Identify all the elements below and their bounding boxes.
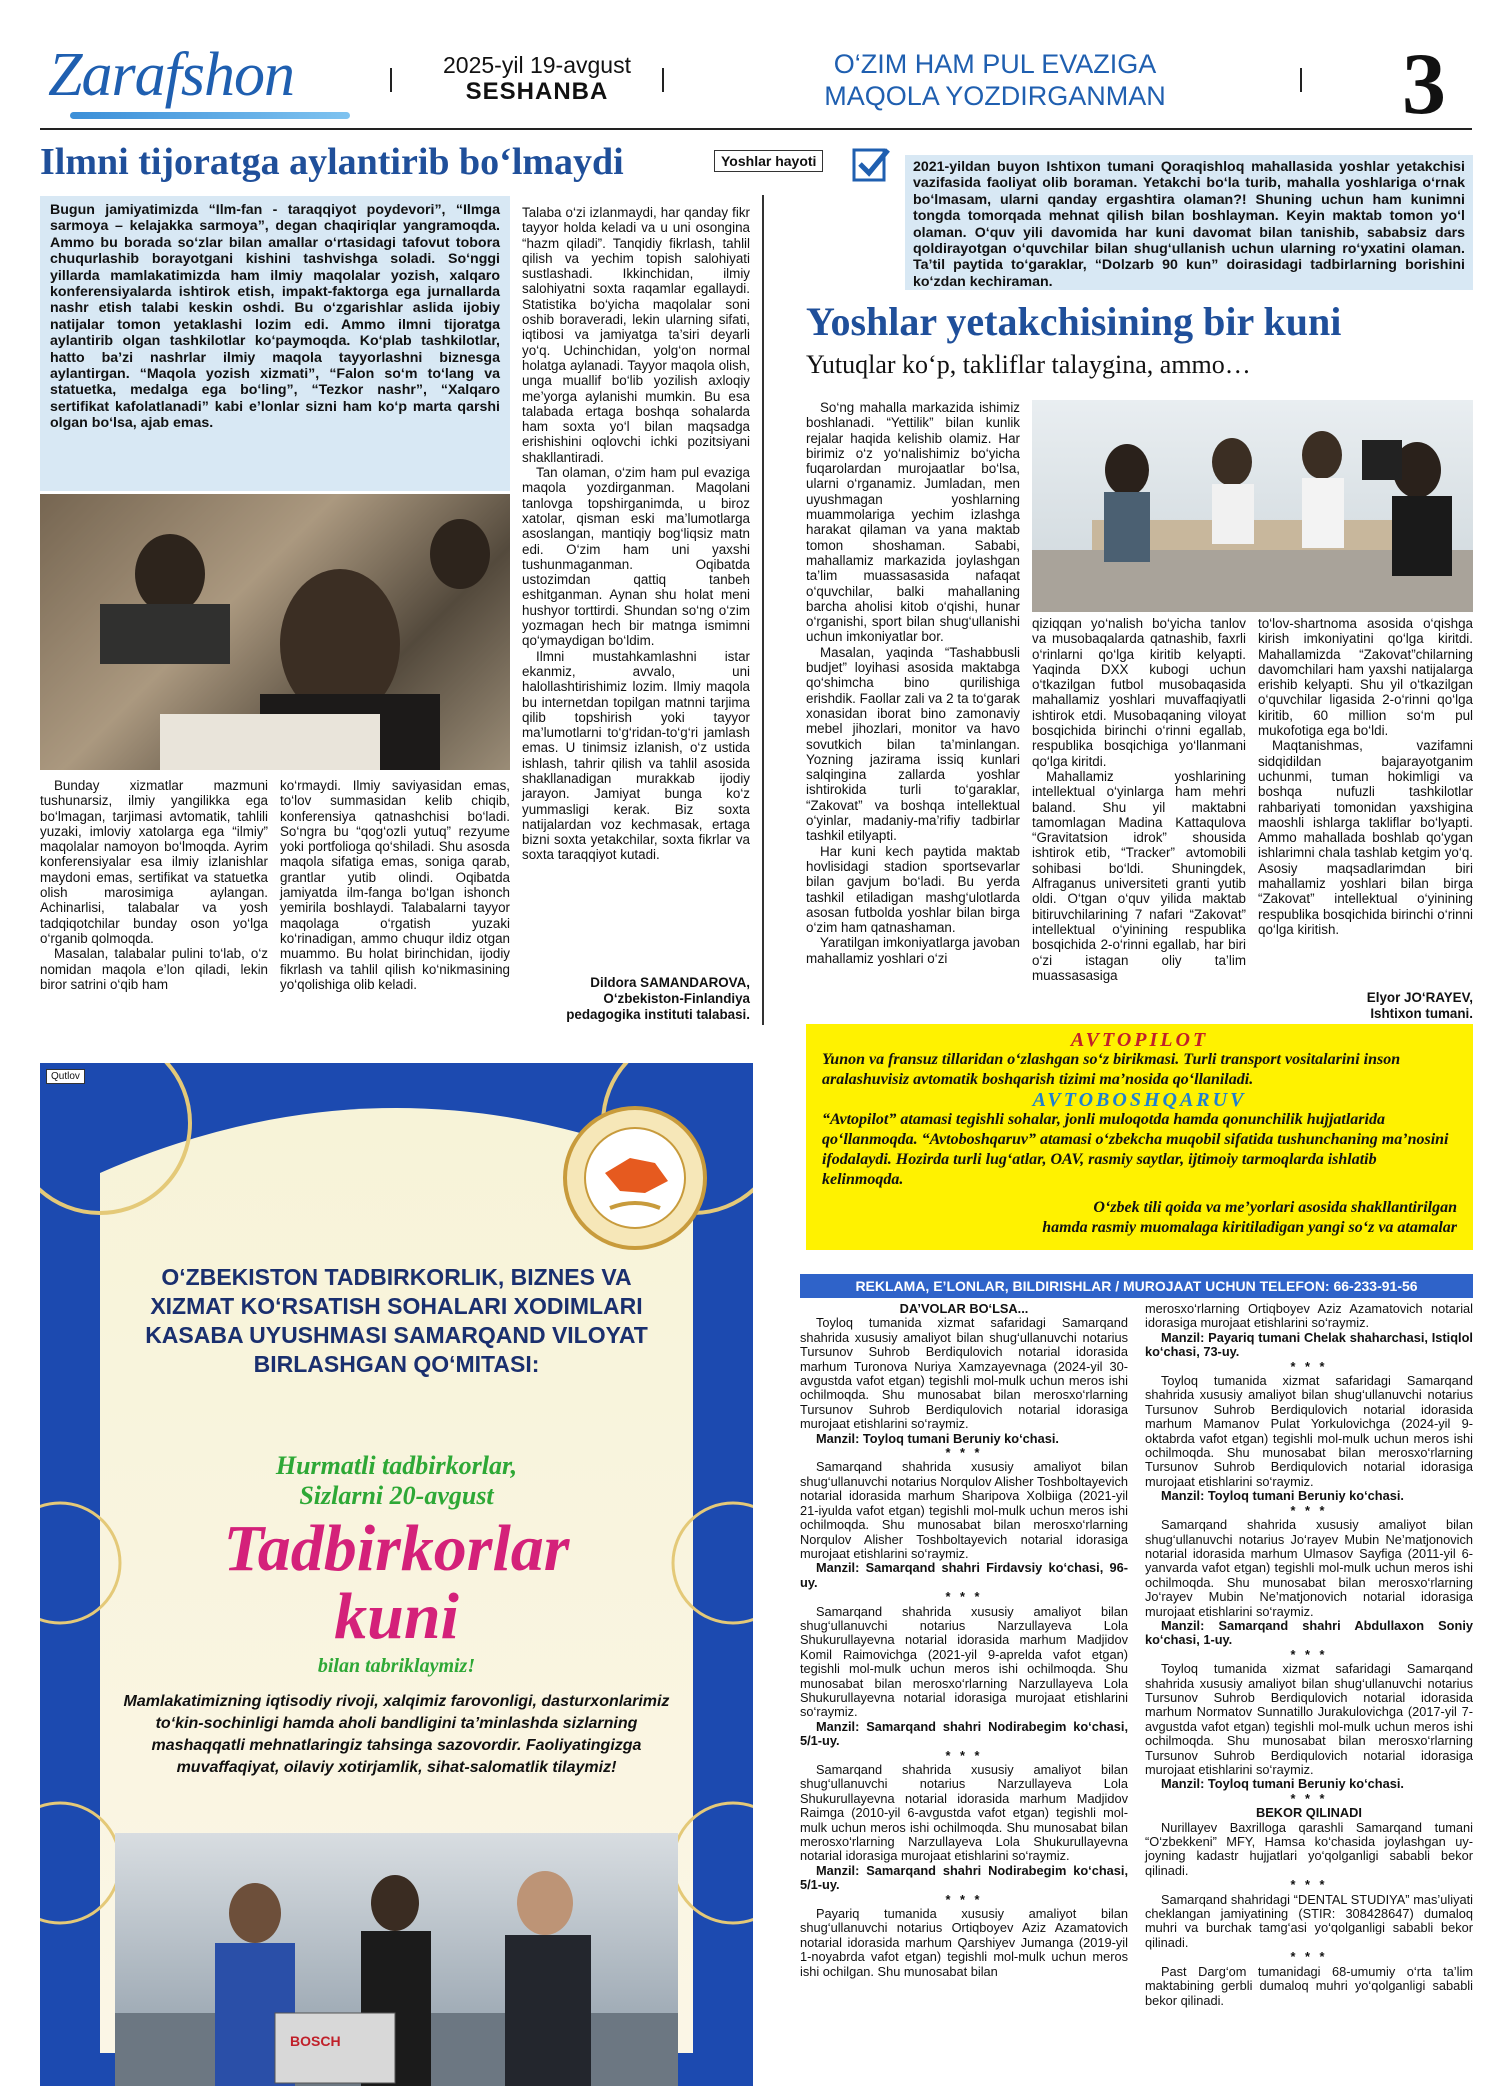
weekday: SESHANBA	[465, 78, 609, 105]
separator: * * *	[1290, 1790, 1328, 1806]
poster-wish: Mamlakatimizning iqtisodiy rivoji, xalqimiz farovonligi, dasturxonlarimiz to‘kin-sochinligi hamda aholi bandligini ta’minlashda sizlarning mashaqqatli mehnatlaringiz tahsinga sazovordir. Faoliyatingizga muvaffaqiyat, oilaviy xotirjamlik, sihat-salomatlik tilaymiz!	[123, 1693, 670, 1776]
author-place: Ishtixon tumani.	[1370, 1006, 1473, 1021]
ad-text: Samarqand shahrida xususiy amaliyot bilan shug‘ullanuvchi notarius Norqulov Alisher Toshboltayevich notarial idorasida marhum Sharipova Xolbiiga (2021-yil 21-iyulda vafot etgan) tegishli mol-mulk uchun meros ishi ochilmoqda. Shu munosabat bilan merosxo‘rlarning Norqulov Alisher Toshboltayevich notarial idorasiga murojaat etishlarini so‘raymiz.	[800, 1459, 1128, 1561]
article2-photo	[1032, 400, 1473, 612]
author-name: Elyor JO‘RAYEV,	[1366, 990, 1473, 1005]
separator: * * *	[945, 1747, 983, 1763]
section-tag: Yoshlar hayoti	[714, 150, 823, 172]
author-title: pedagogika instituti talabasi.	[566, 1007, 750, 1022]
ad-text: Past Darg‘om tumanidagi 68-umumiy o‘rta ta’lim maktabining gerbli dumaloq muhri yo‘qolganligi sababli bekor qilinadi.	[1145, 1963, 1473, 2008]
author-name: Dildora SAMANDAROVA,	[590, 975, 750, 990]
congrats-line: bilan tabriklaymiz!	[317, 1655, 476, 1677]
ad-address: Manzil: Samarqand shahri Firdavsiy ko‘chasi, 96-uy.	[800, 1560, 1128, 1590]
article1-signature	[522, 975, 750, 1023]
term-definition: “Avtopilot” atamasi tegishli sohalar, jonli muloqotda hamda qonunchilik hujjatlarida qo‘llanmoqda. “Avtoboshqaruv” atamasi o‘zbekcha muqobil sifatida tushunchaning ma’nosini ifodalaydi. Hozirda turli lug‘atlar, OAV, rasmiy saytlar, ijtimoiy tarmoqlarda ishlatib kelinmoqda.	[822, 1111, 1449, 1188]
article1-photo	[40, 494, 510, 770]
separator: * * *	[1290, 1358, 1328, 1374]
article2-headline: Yoshlar yetakchisining bir kuni	[806, 299, 1342, 344]
ads-section-title: BEKOR QILINADI	[1256, 1805, 1362, 1821]
ad-address: Manzil: Payariq tumani Chelak shaharchasi, Istiqlol ko‘chasi, 73-uy.	[1145, 1329, 1473, 1360]
author-title: O‘zbekiston-Finlandiya	[603, 991, 750, 1006]
paragraph: Masalan, talabalar pulini to‘lab, o‘z nomidan maqola e’lon qiladi, lekin biror satrini o‘qib ham	[40, 946, 268, 992]
award-ceremony-photo	[115, 1833, 678, 2086]
paragraph: ko‘rmaydi. Ilmiy saviyasidan emas, to‘lov summasidan kelib chiqib, konferensiya qatnashchisi bo‘ladi. So‘ngra bu “qog‘ozli yutuq” rezyume yoki portfolioga qo‘shiladi. Shu asosda maqola sifatiga emas, soniga qarab, grantlar yutib olindi. Oqibatda jamiyatda ilm-fanga bo‘lgan ishonch yemirila boshlaydi. Talabalarni tayyor maqolaga o‘rgatish yuzaki ko‘rinadigan, ammo chuqur ildiz otgan muammo. Bu holat birinchidan, ijodiy fikrlash va tahlil qilish ko‘nikmasining yo‘qolishiga olib keladi.	[280, 778, 510, 992]
divider	[1300, 68, 1302, 92]
ads-column2	[1145, 1302, 1473, 2008]
paragraph: Bunday xizmatlar mazmuni tushunarsiz, ilmiy yangilikka ega bo‘lmagan, tarjimasi avtomatik, tahlili yuzaki, imloviy xatolarga ega “ilmiy” maqolalar namoyon bo‘lmoqda. Ayrim konferensiyalar esa ilmiy izlanishlar maydoni emas, sertifikat va statuetka olish marosimiga aylangan. Achinarlisi, talabalar va yosh tadqiqotchilar bunday oson yo‘lga o‘rganib qolmoqda.	[40, 778, 268, 946]
term-title: AVTOBOSHQARUV	[1032, 1089, 1247, 1111]
glossary-box	[806, 1024, 1473, 1250]
ad-address: Manzil: Toyloq tumani Beruniy ko‘chasi.	[1161, 1488, 1404, 1504]
separator: * * *	[945, 1891, 983, 1907]
poster-photo	[115, 1833, 678, 2086]
page-banner	[780, 48, 1210, 112]
holiday-title-line: Tadbirkorlar	[223, 1512, 570, 1585]
organization-name: O‘ZBEKISTON TADBIRKORLIK, BIZNES VA XIZMAT KO‘RSATISH SOHALARI XODIMLARI KASABA UYUSHMASI SAMARQAND VILOYAT BIRLASHGAN QO‘MITASI:	[145, 1264, 648, 1377]
paragraph: Maqtanishmas, vazifamni sidqidildan bajarayotganim uchunmi, tuman hokimligi va boshqa nufuzli tashkilotlar rahbariyati tomonidan yaxshigina maoshli ishlarga takliflar bo‘lyapti. Ammo mahallada boshlab qo‘ygan ishlarimni chala tashlab ketgim yo‘q. Asosiy maqsadlarimdan biri mahallamiz yoshlari bilan birga “Zakovat” intellektual o‘yinining respublika bosqichida birinchi o‘rinni qo‘lga kiritish.	[1258, 738, 1473, 937]
banner-line: O‘ZIM HAM PUL EVAZIGA	[833, 49, 1157, 79]
separator: * * *	[1290, 1877, 1328, 1893]
paragraph: Ilmni mustahkamlashni istar ekanmiz, avvalo, uni halollashtirishimiz lozim. Ilmiy maqola bu internetdan topilgan matnni tarjima qilib topshirish yoki tayyor ma’lumotlarni to‘g‘ridan-to‘g‘ri jamlash emas. U tinimsiz izlanish, o‘z ustida ishlash, tahrir qilish va tahlil asosida shakllanadigan murakkab ijodiy jarayon. Jamiyat bunga ko‘z yummasligi kerak. Biz soxta natijalardan voz kechmasak, ertaga bizni soxta yetakchilar, soxta fikrlar va soxta taraqqiyot kutadi.	[522, 648, 750, 863]
term-title: AVTOPILOT	[1070, 1029, 1209, 1051]
divider	[662, 68, 664, 92]
article1-column3	[522, 205, 750, 863]
ads-section-title: DA’VOLAR BO‘LSA...	[899, 1301, 1029, 1316]
article2-column3	[1258, 616, 1473, 937]
issue-date	[432, 52, 642, 105]
article2-signature	[1258, 990, 1473, 1022]
holiday-title-line: kuni	[334, 1580, 459, 1653]
ad-address: Manzil: Toyloq tumani Beruniy ko‘chasi.	[816, 1430, 1059, 1446]
ad-address: Manzil: Samarqand shahri Nodirabegim ko‘chasi, 5/1-uy.	[800, 1862, 1128, 1893]
ad-address: Manzil: Toyloq tumani Beruniy ko‘chasi.	[1161, 1776, 1404, 1792]
paragraph: Tan olaman, o‘zim ham pul evaziga maqola yozdirganman. Maqolani tanlovga topshirganimda, u biroz xatolar, qisman eski ma’lumotlarga asoslangan, mantiqiy bog‘liqsiz matn edi. O‘zim ham uni yaxshi tushunmaganman. Oqibatda ustozimdan qattiq tanbeh eshitganman. Aynan shu holat meni hushyor torttirdi. Shundan so‘ng o‘zim yozmagan hech bir matnga ismimni qo‘ymaydigan bo‘ldim.	[522, 465, 750, 649]
ad-text: Toyloq tumanida xizmat safaridagi Samarqand shahrida xususiy amaliyot bilan shug‘ullanuvchi notarius Tursunov Suhrob Berdiqulovich notarial idorasida marhum Turonova Nuriya Xamzayevnaga (2024-yil 30-avgustda vafot etgan) tegishli mol-mulk uchun meros ishi ochilmoqda. Shu munosabat bilan merosxo‘rlarning Tursunov Suhrob Berdiqulovich notarial idorasiga murojaat etishlarini so‘raymiz.	[800, 1315, 1128, 1432]
article1-column2	[280, 778, 510, 992]
ad-text: Payariq tumanida xususiy amaliyot bilan shug‘ullanuvchi notarius Ortiqboyev Aziz Azamatovich notarial idorasida marhum Qarshiyev Jumanga (2019-yil 1-noyabrda vafot etgan) tegishli mol-mulk uchun meros ishi ochilgan. Shu munosabat bilan	[800, 1906, 1128, 1979]
students-writing-photo	[40, 494, 510, 770]
ad-text: Toyloq tumanida xizmat safaridagi Samarqand shahrida xususiy amaliyot bilan shug‘ullanuvchi notarius Tursunov Suhrob Berdiqulovich notarial idorasida marhum Mamanov Pulat Yorkulovichga (2024-yil 9-oktabrda vafot etgan) tegishli mol-mulk uchun meros ishi ochilmoqda. Shu munosabat bilan merosxo‘rlarning Tursunov Suhrob Berdiqulovich notarial idorasiga murojaat etishlarini so‘raymiz.	[1145, 1373, 1473, 1489]
poster-tag: Qutlov	[46, 1069, 85, 1084]
checkmark-icon	[852, 144, 892, 184]
paragraph: qiziqqan yo‘nalish bo‘yicha tanlov va musobaqalarda qatnashib, faxrli o‘rinlarni qo‘lga kiritib kelyapti. Yaqinda DXX kubogi uchun o‘tkazilgan futbol musobaqasida mahallamiz yoshlari muvaffaqiyatli ishtirok etdi. Musobaqaning viloyat bosqichida birinchi o‘rinni egallab, respublika bosqichiga yo‘llanmani qo‘lga kiritdi.	[1032, 616, 1246, 769]
banner-line: MAQOLA YOZDIRGANMAN	[824, 81, 1166, 111]
greeting-line: Hurmatli tadbirkorlar,	[275, 1451, 518, 1480]
separator: * * *	[1290, 1949, 1328, 1965]
column-rule	[762, 195, 764, 1025]
ad-address: Manzil: Samarqand shahri Nodirabegim ko‘chasi, 5/1-uy.	[800, 1718, 1128, 1749]
paragraph: to‘lov-shartnoma asosida o‘qishga kirish imkoniyatini qo‘lga kiritdi. Mahallamizda “Zakovat”chilarning davomchilari ham yaxshi natijalarga erishib kelyapti. Shu yil o‘tkazilgan o‘quvchilar ligasida 2-o‘rinni qo‘lga kiritib, 60 million so‘m pul mukofotiga ega bo‘ldi.	[1258, 616, 1473, 739]
footer-line: O‘zbek tili qoida va me’yorlari asosida shakllantirilgan	[1093, 1199, 1457, 1216]
article2-lead: 2021-yildan buyon Ishtixon tumani Qoraqishloq mahallasida yoshlar yetakchisi vazifasida faoliyat olib boraman. Yetakchi bo‘la turib, mahalla yoshlariga o‘rnak bo‘lmasam, ularni qanday ergashtira olaman?! Shuning uchun ham kunimni tongda tomorqada mehnat qilish bilan boshlayman. Keyin maktab tomon yo‘l olaman. O‘quv yili davomida har kuni davomat bilan tanishib, sababsiz dars qoldirayotgan o‘quvchilar bilan shug‘ullanish uchun ularning ro‘yxatini olaman. Ta’til paytida to‘garaklar, “Dolzarb 90 kun” doirasidagi tadbirlarning borishini ko‘zdan kechiraman.	[905, 155, 1473, 290]
ad-text: Toyloq tumanida xizmat safaridagi Samarqand shahrida xususiy amaliyot bilan shug‘ullanuvchi notarius Tursunov Suhrob Berdiqulovich notarial idorasida marhum Normatov Sunnatillo Jurakulovichga (2017-yil 7-avgustda vafot etgan) tegishli mol-mulk uchun meros ishi ochilmoqda. Shu munosabat bilan merosxo‘rlarning Tursunov Suhrob Berdiqulovich notarial idorasiga murojaat etishlarini so‘raymiz.	[1145, 1661, 1473, 1777]
article2-column1	[806, 400, 1020, 966]
date-text: 2025-yil 19-avgust	[443, 52, 631, 78]
paragraph: Har kuni kech paytida maktab hovlisidagi stadion sportsevarlar bilan gavjum bo‘ladi. Bu yerda tashkil etiladigan mashg‘ulotlarda asosan futbolda yoshlar bilan birga o‘zim ham qatnashaman.	[806, 843, 1020, 936]
ad-text: Samarqand shahrida xususiy amaliyot bilan shug‘ullanuvchi notarius Narzullayeva Lola Shukurullayevna notarial idorasida marhum Madjidov Raimga (2010-yil 6-avgustda vafot etgan) tegishli mol-mulk uchun meros ishi ochilmoqda. Shu munosabat bilan merosxo‘rlarning Narzullayeva Lola Shukurullayevna notarial idorasiga murojaat etishlarini so‘raymiz.	[800, 1762, 1128, 1864]
separator: * * *	[945, 1445, 983, 1461]
logo-underline	[70, 112, 350, 119]
office-meeting-photo	[1032, 400, 1473, 612]
newspaper-logo[interactable]: Zarafshon	[48, 41, 294, 109]
separator: * * *	[1290, 1646, 1328, 1662]
article2-column2	[1032, 616, 1246, 983]
ad-text: merosxo‘rlarning Ortiqboyev Aziz Azamatovich notarial idorasiga murojaat etishlarini so‘raymiz.	[1145, 1301, 1473, 1331]
article2-subheadline: Yutuqlar ko‘p, takliflar talaygina, ammo…	[806, 350, 1251, 379]
ad-text: Samarqand shahridagi “DENTAL STUDIYA” mas’uliyati cheklangan jamiyatining (STIR: 308428647) dumaloq muhri va burchak tamg‘asi yo‘qolganligi sababli bekor qilinadi.	[1145, 1891, 1473, 1950]
holiday-title	[80, 1512, 713, 1653]
paragraph: Masalan, yaqinda “Tashabbusli budjet” loyihasi asosida maktabga qo‘shimcha bino qurilishiga erishdik. Faollar zali va 2 ta to‘garak xonasidan iborat bino zamonaviy mebel jihozlari, monitor va havo sovutkich bilan ta’minlangan. Yozning jazirama issiq kunlari salqingina zallarda yoshlar ishtirokida turli to‘garaklar, “Zakovat” va boshqa intellektual o‘yinlar, madaniy-ma’rifiy tadbirlar tashkil etilyapti.	[806, 644, 1020, 844]
footer-line: hamda rasmiy muomalaga kiritiladigan yangi so‘z va atamalar	[1042, 1219, 1457, 1236]
ad-text: Nurillayev Baxrilloga qarashli Samarqand tumani “O‘zbekkeni” MFY, Hamsa ko‘chasida joylashgan uy-joyning kadastr hujjatlari yo‘qolganligi sababli bekor qilinadi.	[1145, 1819, 1473, 1878]
ads-header-bar: REKLAMA, E’LONLAR, BILDIRISHLAR / MUROJAAT UCHUN TELEFON: 66-233-91-56	[800, 1274, 1473, 1298]
box-label: BOSCH	[290, 2033, 341, 2049]
separator: * * *	[945, 1589, 983, 1605]
greeting-line: Sizlarni 20-avgust	[299, 1481, 494, 1510]
masthead	[40, 36, 1472, 133]
union-emblem	[560, 1103, 710, 1253]
term-definition: Yunon va fransuz tillaridan o‘zlashgan so‘z birikmasi. Turli transport vositalarini inson aralashuvisiz avtomatik boshqarish tizimi ma’nosida qo‘llaniladi.	[822, 1051, 1401, 1088]
ad-address: Manzil: Samarqand shahri Abdullaxon Soniy ko‘chasi, 1-uy.	[1145, 1617, 1473, 1648]
page-number: 3	[1402, 36, 1446, 133]
ad-text: Samarqand shahrida xususiy amaliyot bilan shug‘ullanuvchi notarius Narzullayeva Lola Shukurullayevna notarial idorasida marhum Madjidov Komil Raimovichga (2021-yil 9-aprelda vafot etgan) tegishli mol-mulk uchun meros ishi ochilmoqda. Shu munosabat bilan merosxo‘rlarning Narzullayeva Lola Shukurullayevna notarial idorasiga murojaat etishlarini so‘raymiz.	[800, 1603, 1128, 1720]
paragraph: So‘ng mahalla markazida ishimiz boshlanadi. “Yettilik” bilan kunlik rejalar haqida kelishib olamiz. Har birimiz o‘z yo‘nalishimiz bo‘yicha fuqarolardan murojaatlar bo‘lsa, ularni o‘rganamiz. Jumladan, men uyushmagan yoshlarning muammolariga yechim izlashga harakat qilaman va yana maktab tomon shoshaman. Sababi, mahallamiz markazida joylashgan ta’lim muassasasida nafaqat o‘quvchilar, balki mahallaning barcha aholisi kitob o‘qishi, hunar o‘rganishi, sport bilan shug‘ullanishi uchun imkoniyatlar bor.	[806, 400, 1020, 645]
paragraph: Yaratilgan imkoniyatlarga javoban mahallamiz yoshlari o‘zi	[806, 935, 1020, 966]
greeting-text	[100, 1451, 693, 1511]
ads-column1	[800, 1302, 1128, 1979]
article1-headline: Ilmni tijoratga aylantirib bo‘lmaydi	[40, 141, 624, 183]
separator: * * *	[1290, 1502, 1328, 1518]
ad-text: Samarqand shahrida xususiy amaliyot bilan shug‘ullanuvchi notarius Jo‘rayev Mubin Ne’matjonovich notarial idorasida marhum Ulmasov Sayfiga (2011-yil 6-yanvarda vafot etgan) tegishli mol-mulk uchun meros ishi ochilmoqda. Shu munosabat bilan merosxo‘rlarning Jo‘rayev Mubin Ne’matjonovich notarial idorasiga murojaat etishlarini so‘raymiz.	[1145, 1517, 1473, 1619]
paragraph: Mahallamiz yoshlarining intellektual o‘yinlarga ham mehri baland. Shu yil maktabni tamomlagan Madina Kattaqulova “Gravitatsion idrok” shousida ishtirok etib, “Tracker” avtomobili sohibasi bo‘ldi. Shuningdek, Alfraganus universiteti granti yutib oldi. O‘tgan o‘quv yilida maktab bitiruvchilarining 7 nafari “Zakovat” intellektual o‘yinining respublika bosqichida 2-o‘rinni egallab, har biri o‘zi istagan oliy ta’lim muassasasiga	[1032, 768, 1246, 983]
article1-lead: Bugun jamiyatimizda “Ilm-fan - taraqqiyot poydevori”, “Ilmga sarmoya – kelajakka sarmoya”, degan chaqiriqlar yangramoqda. Ammo bu borada so‘zlar bilan amallar o‘rtasidagi tafovut tobora chuqurlashib borayotgani kishini tashvishga soladi. So‘nggi yillarda mamlakatimizda ham ilmiy maqolalar yozish, xalqaro konferensiyalarda ishtirok etish, impakt-faktorga ega jurnallarda nashr etish talabi keskin oshdi. Bu o‘zgarishlar aslida ijobiy natijalar tomon yetaklashi lozim edi. Ammo ilmni tijoratga aylantirib olgan tashkilotlar ko‘paymoqda. Ko‘plab tashkilotlar, hatto ba’zi nashrlar ilmiy maqola tayyorlashni biznesga aylantirgan. “Maqola yozish xizmati”, “Falon so‘m to‘lang va statuetka, medalga ega bo‘ling”, “Tezkor nashr”, “Xalqaro sertifikat kafolatlanadi” kabi e’lonlar sizni ham ko‘p marta qarshi olgan bo‘lsa, ajab emas.	[40, 196, 510, 491]
paragraph: Talaba o‘zi izlanmaydi, har qanday fikr tayyor holda keladi va u uni osongina “hazm qiladi”. Tanqidiy fikrlash, tahlil qilish va yechim topish salohiyati sustlashadi. Ikkinchidan, ilmiy salohiyatni soxta raqamlar egallaydi. Statistika bo‘yicha maqolalar soni oshib boraveradi, lekin ularning sifati, iqtibosi va jamiyatga ta’siri deyarli yo‘q. Uchinchidan, yolg‘on normal holatga aylanadi. Tayyor maqola olish, unga muallif bo‘lib yozilish axloqiy me’yorga aylanishi mumkin. Bu esa talabada ertaga boshqa sohalarda ham soxta yo‘l bilan maqsadga erishishini oqlovchi ichki pozitsiyani shakllantiradi.	[522, 205, 750, 465]
greeting-poster	[40, 1063, 753, 2086]
glossary-footer	[822, 1198, 1457, 1238]
divider	[390, 68, 392, 92]
article1-column1	[40, 778, 268, 992]
